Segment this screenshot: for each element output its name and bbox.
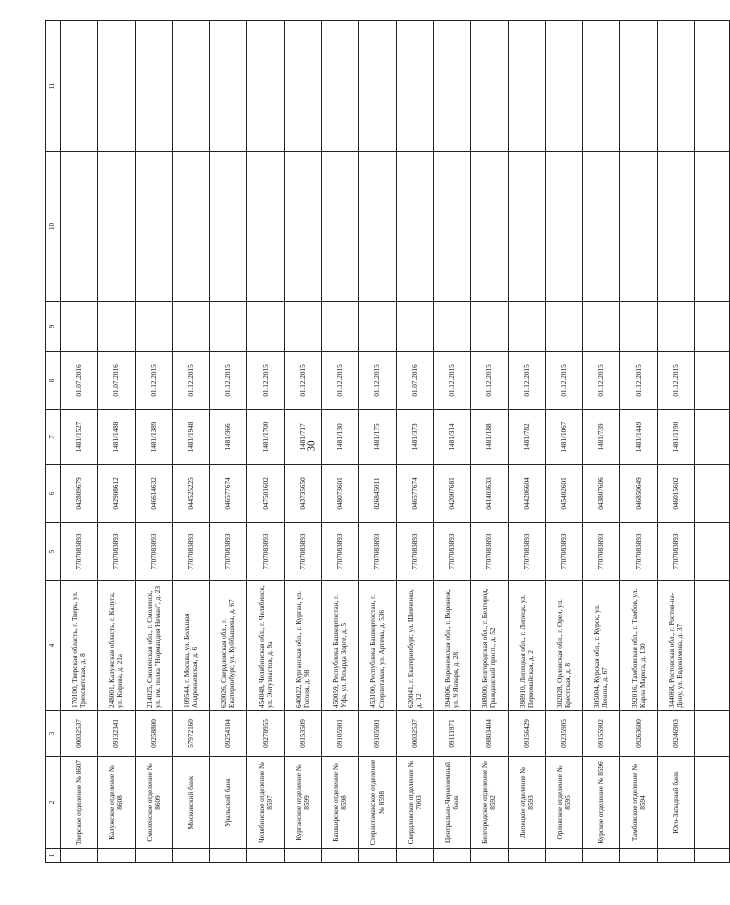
cell-date: 01.12.2015 (657, 352, 694, 410)
cell-date: 01.12.2015 (508, 352, 545, 410)
cell-empty (657, 849, 694, 863)
cell-address: 344068, Ростовская обл., г. Ростов-на-Дону, ул. Евдокимова, д. 37 (657, 581, 694, 711)
cell-kpp: 042908612 (98, 465, 135, 523)
cell-inn: 7707083893 (359, 523, 396, 581)
cell-empty (247, 21, 284, 152)
cell-date: 01.12.2015 (471, 352, 508, 410)
cell-date: 01.07.2016 (61, 352, 98, 410)
cell-reg: 1481/175 (359, 410, 396, 465)
cell-code: 09246903 (657, 711, 694, 757)
cell-name: Тамбовское отделение № 8594 (620, 757, 657, 849)
column-header: 6 (46, 465, 61, 523)
cell-empty (545, 152, 582, 302)
table-row (322, 21, 359, 863)
cell-empty (210, 302, 247, 352)
cell-address: 450059, Республика Башкортостан, г. Уфа, ул. Рихарда Зорге, д. 5 (322, 581, 359, 711)
table-row (210, 21, 247, 863)
table-row (135, 21, 172, 863)
cell-empty (210, 849, 247, 863)
cell-empty (471, 152, 508, 302)
cell-empty (98, 302, 135, 352)
cell-inn: 7707083893 (545, 523, 582, 581)
cell-empty (247, 302, 284, 352)
blank-row (695, 21, 730, 863)
cell-address: 620041, г. Екатеринбург, ул. Шевченко, д. 12 (396, 581, 433, 711)
cell-empty (471, 21, 508, 152)
cell-empty (61, 152, 98, 302)
cell-empty (172, 302, 209, 352)
cell-date: 01.12.2015 (433, 352, 470, 410)
cell-kpp: 046577674 (396, 465, 433, 523)
cell-date: 01.12.2015 (322, 352, 359, 410)
cell-address: 394006, Воронежская обл., г. Воронеж, ул. 9 Января, д. 28 (433, 581, 470, 711)
cell-name: Московский банк (172, 757, 209, 849)
bank-branches-table (45, 20, 730, 863)
cell-empty (471, 302, 508, 352)
cell-address: 398910, Липецкая обл., г. Липецк, ул. Первомайская, д. 2 (508, 581, 545, 711)
cell-empty (135, 302, 172, 352)
cell-empty (657, 21, 694, 152)
cell-kpp: 046614632 (135, 465, 172, 523)
page-number: 30 (305, 440, 318, 452)
cell-empty (396, 152, 433, 302)
cell-name: Курское отделение № 8596 (583, 757, 620, 849)
cell-code: 00032537 (396, 711, 433, 757)
cell-inn: 7707083893 (61, 523, 98, 581)
table-row (98, 21, 135, 863)
cell-empty (359, 302, 396, 352)
cell-empty (247, 849, 284, 863)
cell-date: 01.12.2015 (172, 352, 209, 410)
cell-kpp: 042007681 (433, 465, 470, 523)
cell-empty (396, 21, 433, 152)
cell-reg: 1481/1190 (657, 410, 694, 465)
cell-address: 302028, Орловская обл., г. Орел, ул. Брестская, д. 8 (545, 581, 582, 711)
cell-kpp: 026845011 (359, 465, 396, 523)
cell-empty (620, 21, 657, 152)
cell-empty (620, 302, 657, 352)
cell-reg: 1481/1527 (61, 410, 98, 465)
column-header: 10 (46, 152, 61, 302)
table-row (583, 21, 620, 863)
column-header: 8 (46, 352, 61, 410)
cell-reg: 1481/1488 (98, 410, 135, 465)
table-row (433, 21, 470, 863)
cell-address: 640022, Курганская обл., г. Курган, ул. Гоголя, д. 98 (284, 581, 321, 711)
cell-empty (545, 21, 582, 152)
cell-inn: 7707083893 (135, 523, 172, 581)
cell-date: 01.07.2016 (98, 352, 135, 410)
cell-kpp: 046850649 (620, 465, 657, 523)
cell-empty (471, 849, 508, 863)
cell-code: 09111971 (433, 711, 470, 757)
cell-kpp: 046015602 (657, 465, 694, 523)
cell-empty (284, 152, 321, 302)
cell-empty (545, 302, 582, 352)
cell-empty (98, 849, 135, 863)
cell-name: Белгородское отделение № 8592 (471, 757, 508, 849)
cell-empty (508, 849, 545, 863)
cell-date: 01.12.2015 (247, 352, 284, 410)
cell-address: 453100, Республика Башкортостан, г. Стерлитамак, ул. Артема, д. 536 (359, 581, 396, 711)
cell-kpp: 043807606 (583, 465, 620, 523)
cell-date: 01.12.2015 (284, 352, 321, 410)
cell-empty (396, 302, 433, 352)
cell-code: 09132341 (98, 711, 135, 757)
cell-name: Свердловское отделение № 7003 (396, 757, 433, 849)
cell-inn: 7707083893 (433, 523, 470, 581)
column-header: 11 (46, 21, 61, 152)
cell-kpp: 044525225 (172, 465, 209, 523)
cell-address: 305004, Курская обл., г. Курск, ул. Ленина, д. 67 (583, 581, 620, 711)
cell-kpp: 041403633 (471, 465, 508, 523)
cell-kpp: 042809679 (61, 465, 98, 523)
cell-empty (210, 152, 247, 302)
cell-inn: 7707083893 (583, 523, 620, 581)
cell-code: 09105901 (359, 711, 396, 757)
cell-inn: 7707083893 (471, 523, 508, 581)
cell-date: 01.07.2016 (396, 352, 433, 410)
cell-reg: 1481/1700 (247, 410, 284, 465)
cell-name: Орловское отделение № 8595 (545, 757, 582, 849)
cell-inn: 7707083893 (396, 523, 433, 581)
cell-empty (284, 21, 321, 152)
cell-empty (583, 849, 620, 863)
cell-name: Липецкое отделение № 8593 (508, 757, 545, 849)
cell-inn: 7707083893 (284, 523, 321, 581)
cell-address: 214025, Смоленская обл., г. Смоленск, ул. им. полка "Нормандия Неман", д. 23 (135, 581, 172, 711)
cell-reg: 1481/739 (583, 410, 620, 465)
column-header: 1 (46, 849, 61, 863)
cell-date: 01.12.2015 (135, 352, 172, 410)
cell-kpp: 048073601 (322, 465, 359, 523)
cell-empty (583, 302, 620, 352)
table-body (61, 21, 730, 863)
cell-inn: 7707083893 (247, 523, 284, 581)
cell-empty (433, 849, 470, 863)
cell-inn: 7707083893 (172, 523, 209, 581)
column-header: 4 (46, 581, 61, 711)
cell-code: 09156429 (508, 711, 545, 757)
cell-empty (247, 152, 284, 302)
column-header: 5 (46, 523, 61, 581)
cell-code: 09105901 (322, 711, 359, 757)
cell-reg: 1481/782 (508, 410, 545, 465)
column-header: 3 (46, 711, 61, 757)
cell-inn: 7707083893 (620, 523, 657, 581)
cell-empty (433, 21, 470, 152)
cell-name: Челябинское отделение № 8597 (247, 757, 284, 849)
cell-reg: 1481/314 (433, 410, 470, 465)
column-header: 9 (46, 302, 61, 352)
cell-name: Смоленское отделение № 8609 (135, 757, 172, 849)
cell-address: 454048, Челябинская обл., г. Челябинск, ул. Энтузиастов, д. 9а (247, 581, 284, 711)
cell-name: Тверское отделение № 8607 (61, 757, 98, 849)
cell-empty (359, 152, 396, 302)
cell-empty (61, 21, 98, 152)
cell-empty (210, 21, 247, 152)
cell-name: Юго-Западный банк (657, 757, 694, 849)
table-row (508, 21, 545, 863)
rotated-table-container (45, 21, 684, 863)
cell-empty (433, 152, 470, 302)
cell-reg: 1481/717 (284, 410, 321, 465)
cell-reg: 1481/1449 (620, 410, 657, 465)
table-row (657, 21, 694, 863)
cell-code: 09155902 (583, 711, 620, 757)
cell-empty (322, 849, 359, 863)
cell-empty (583, 21, 620, 152)
cell-empty (284, 849, 321, 863)
cell-inn: 7707083893 (98, 523, 135, 581)
cell-code: 09263600 (620, 711, 657, 757)
cell-empty (508, 302, 545, 352)
cell-empty (135, 21, 172, 152)
cell-empty (322, 152, 359, 302)
cell-kpp: 047501602 (247, 465, 284, 523)
table-row (545, 21, 582, 863)
cell-code: 09153509 (284, 711, 321, 757)
cell-kpp: 043735650 (284, 465, 321, 523)
column-header: 7 (46, 410, 61, 465)
cell-code: 09254104 (210, 711, 247, 757)
cell-date: 01.12.2015 (620, 352, 657, 410)
cell-empty (61, 302, 98, 352)
cell-kpp: 046577674 (210, 465, 247, 523)
table-row (471, 21, 508, 863)
cell-empty (657, 302, 694, 352)
cell-address: 392016, Тамбовская обл., г. Тамбов, ул. Карла Маркса, д. 130 (620, 581, 657, 711)
cell-code: 00032537 (61, 711, 98, 757)
cell-name: Башкирское отделение № 8598 (322, 757, 359, 849)
table-row (284, 21, 321, 863)
column-header: 2 (46, 757, 61, 849)
cell-empty (620, 849, 657, 863)
cell-empty (545, 849, 582, 863)
cell-reg: 1481/366 (210, 410, 247, 465)
cell-address: 248001, Калужская область, г. Калуга, ул. Кирова, д. 21а (98, 581, 135, 711)
table-row (172, 21, 209, 863)
cell-date: 01.12.2015 (359, 352, 396, 410)
cell-kpp: 044206604 (508, 465, 545, 523)
cell-name: Стерлитамакское отделение № 8598 (359, 757, 396, 849)
cell-name: Калужское отделение № 8608 (98, 757, 135, 849)
cell-address: 170100, Тверская область, г. Тверь, ул. Трехсвятская, д. 8 (61, 581, 98, 711)
cell-empty (322, 21, 359, 152)
table-row (396, 21, 433, 863)
cell-empty (284, 302, 321, 352)
cell-empty (433, 302, 470, 352)
table-row (359, 21, 396, 863)
cell-reg: 1481/373 (396, 410, 433, 465)
header-row (46, 21, 61, 863)
cell-reg: 1481/1389 (135, 410, 172, 465)
cell-name: Уральский банк (210, 757, 247, 849)
cell-empty (396, 849, 433, 863)
cell-code: 09803404 (471, 711, 508, 757)
cell-date: 01.12.2015 (210, 352, 247, 410)
cell-date: 01.12.2015 (545, 352, 582, 410)
cell-code: 09278955 (247, 711, 284, 757)
cell-empty (359, 849, 396, 863)
cell-empty (657, 152, 694, 302)
cell-date: 01.12.2015 (583, 352, 620, 410)
cell-empty (61, 849, 98, 863)
cell-address: 308000, Белгородская обл., г. Белгород, Гражданский просп., д. 52 (471, 581, 508, 711)
cell-empty (508, 21, 545, 152)
cell-empty (322, 302, 359, 352)
cell-empty (359, 21, 396, 152)
cell-empty (172, 849, 209, 863)
cell-empty (620, 152, 657, 302)
cell-name: Курганское отделение № 8599 (284, 757, 321, 849)
cell-inn: 7707083893 (508, 523, 545, 581)
cell-name: Центрально-Черноземный банк (433, 757, 470, 849)
table-row (620, 21, 657, 863)
cell-empty (583, 152, 620, 302)
cell-empty (135, 152, 172, 302)
cell-empty (135, 849, 172, 863)
cell-empty (172, 152, 209, 302)
cell-empty (172, 21, 209, 152)
cell-empty (508, 152, 545, 302)
cell-reg: 1481/130 (322, 410, 359, 465)
cell-reg: 1481/188 (471, 410, 508, 465)
cell-address: 620026, Свердловская обл., г. Екатеринбург, ул. Куйбышева, д. 67 (210, 581, 247, 711)
cell-inn: 7707083893 (657, 523, 694, 581)
cell-inn: 7707083893 (210, 523, 247, 581)
cell-code: 57972160 (172, 711, 209, 757)
table-row (61, 21, 98, 863)
cell-inn: 7707083893 (322, 523, 359, 581)
table-row (247, 21, 284, 863)
cell-reg: 1481/1067 (545, 410, 582, 465)
cell-reg: 1481/1948 (172, 410, 209, 465)
cell-code: 09258800 (135, 711, 172, 757)
cell-empty (98, 21, 135, 152)
cell-empty (98, 152, 135, 302)
cell-code: 09235905 (545, 711, 582, 757)
cell-kpp: 045402601 (545, 465, 582, 523)
cell-address: 109544, г. Москва, ул. Большая Андроньевская, д. 6 (172, 581, 209, 711)
